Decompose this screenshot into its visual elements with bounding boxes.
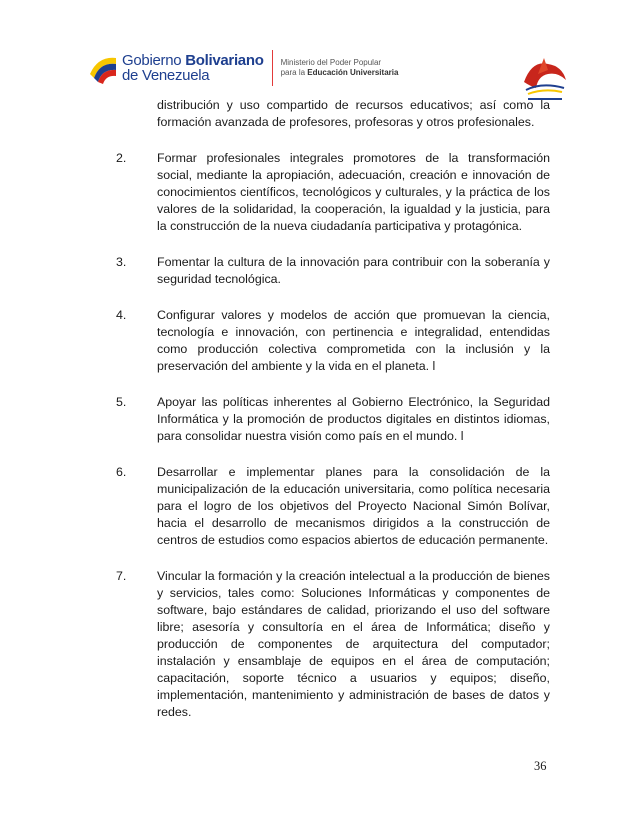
continuation-paragraph: distribución y uso compartido de recursos educativos; así como la formación avanzada de profesores, profesoras y otros profesionales.	[157, 98, 550, 129]
list-item-number: 2.	[116, 151, 127, 165]
government-name	[122, 53, 264, 83]
list-item-number: 5.	[116, 395, 127, 409]
ministry-name	[281, 58, 399, 78]
list-item-text: Desarrollar e implementar planes para la consolidación de la municipalización de la educación universitaria, como política necesaria para el logro de los objetivos del Proyecto Nacional Simón Bolívar, hacia el desarrollo de mecanismos dirigidos a la construcción de centros de estudios como espacios abiertos de educación permanente.	[157, 465, 550, 547]
ministry-line2-bold: Educación Universitaria	[307, 68, 399, 77]
list-item-number: 6.	[116, 465, 127, 479]
list-item-text: Vincular la formación y la creación intelectual a la producción de bienes y servicios, tales como: Soluciones Informáticas y componentes de software, bajo estándares de calidad, priorizando el uso del software libre; asesoría y consultoría en el área de Informática; diseño y producción de componentes de arquitectura del computador; instalación y ensamblaje de equipos en el área de computación; capacitación, soporte técnico a usuarios y equipos; diseño, implementación, mantenimiento y administración de bases de datos y redes.	[157, 569, 550, 719]
list-item-text: Apoyar las políticas inherentes al Gobierno Electrónico, la Seguridad Informática y la promoción de productos digitales en distintos idiomas, para consolidar nuestra visión como país en el mundo. l	[157, 395, 550, 443]
list-item	[116, 394, 550, 445]
list-item-text: Configurar valores y modelos de acción que promuevan la ciencia, tecnología e innovación, con pertinencia e integralidad, entendidas como producción colectiva comprometida con la inclusión y la preservación del ambiente y la vida en el planeta. l	[157, 308, 550, 373]
list-item	[116, 307, 550, 375]
ministry-line2: para la	[280, 68, 306, 77]
list-item-number: 7.	[116, 569, 127, 583]
gov-name-line2: de Venezuela	[122, 67, 210, 84]
header-divider	[272, 50, 273, 86]
ministry-line1: Ministerio del Poder Popular	[280, 58, 382, 67]
list-item	[116, 150, 550, 235]
list-item	[116, 254, 550, 288]
venezuela-flag-icon	[88, 52, 118, 84]
gov-name-part2: Bolivariano	[185, 52, 264, 69]
page-number: 36	[534, 759, 547, 773]
gov-name-part1: Gobierno	[122, 52, 182, 69]
government-logo	[88, 50, 398, 86]
list-item-number: 3.	[116, 255, 127, 269]
document-body	[116, 97, 550, 721]
list-item-number: 4.	[116, 308, 127, 322]
list-item	[116, 464, 550, 549]
list-item-text: Fomentar la cultura de la innovación para contribuir con la soberanía y seguridad tecnológica.	[157, 255, 550, 286]
list-item	[116, 568, 550, 721]
list-item-text: Formar profesionales integrales promotores de la transformación social, mediante la apropiación, adecuación, creación e innovación de conocimientos científicos, tecnológicos y culturales, y la práctica de los valores de la solidaridad, la cooperación, la igualdad y la justicia, para la construcción de la nueva ciudadanía participativa y protagónica.	[157, 151, 550, 233]
page-header	[0, 0, 638, 110]
